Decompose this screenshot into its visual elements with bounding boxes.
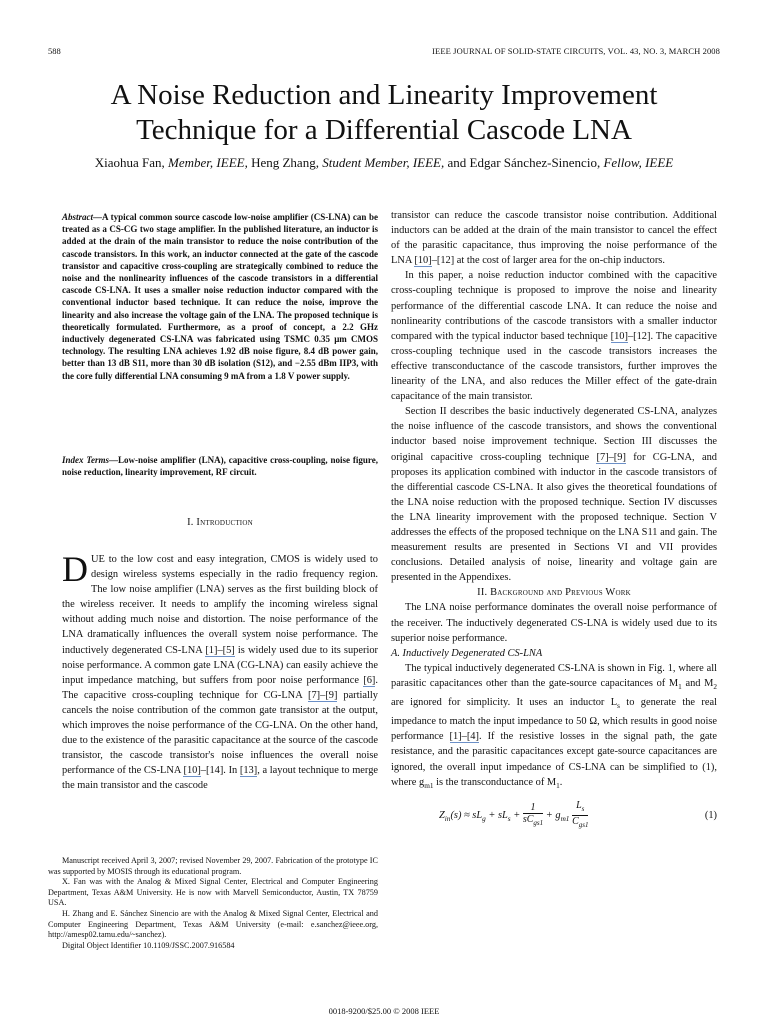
eq-text: + [510, 809, 523, 821]
paragraph [391, 661, 717, 794]
citation-link[interactable]: [6] [363, 674, 376, 686]
eq-text: g [555, 809, 561, 821]
footnotes [48, 856, 378, 951]
footnote-zhang-sanchez: H. Zhang and E. Sánchez Sinencio are with the Analog & Mixed Signal Center, Electrical and Computer Engineering Department, Texas A&M University (e-mail: e.sanchez@ieee.org, http://amesp02.tamu.edu/~sanchez). [48, 908, 378, 940]
intro-text-c: . The capacitive cross-coupling technique for CG-LNA [62, 674, 378, 701]
paragraph [391, 208, 717, 268]
text: Section II describes the basic inductively degenerated CS-LNA, analyzes the noise influence of the cascode transistors, and shows the conventional inductor based noise improvement technique. Section III discusses the original capacitive cross-coupling technique [391, 406, 717, 463]
right-column [391, 208, 717, 831]
eq-text: + [545, 809, 556, 821]
journal-header: IEEE JOURNAL OF SOLID-STATE CIRCUITS, VOL. 43, NO. 3, MARCH 2008 [432, 46, 720, 56]
subscript: 2 [713, 682, 718, 691]
citation-link[interactable]: [10] [414, 255, 432, 267]
intro-text-f: , a layout technique to merge the main transistor and the cascode [62, 765, 378, 792]
equation-number: (1) [704, 809, 717, 821]
page-number: 588 [48, 46, 61, 56]
equation-1 [391, 800, 717, 831]
section-2-title: Background and Previous Work [490, 587, 631, 599]
intro-text-e: –[14]. In [200, 765, 240, 777]
intro-text-a: UE to the low cost and easy integration, CMOS is widely used to design wireless systems especially in the radio frequency region. The low noise amplifier (LNA) serves as the first building block of the wireless receiver. It needs to amplify the incoming wireless signal without adding much noise and distortion. The noise performance of the LNA dramatically influences the overall system noise performance. The inductively degenerated CS-LNA [62, 554, 378, 656]
eq-sub: in [444, 814, 451, 823]
subscript: 1 [556, 781, 560, 790]
eq-sub: s [507, 814, 511, 823]
text: In this paper, a noise reduction inductor combined with the capacitive cross-coupling technique is proposed to improve the noise and linearity performance of the differential cascode LNA. It can reduce the noise and nonlinearity contributions of the cascode transistors with a smaller inductor compared with the typical inductor based technique [391, 270, 717, 342]
footnote-doi: Digital Object Identifier 10.1109/JSSC.2007.916584 [62, 940, 235, 950]
author-1-role: Member, IEEE, [168, 155, 248, 170]
text: –[12] at the cost of larger area for the on-chip inductors. [431, 255, 665, 267]
paragraph [391, 268, 717, 404]
eq-den [572, 816, 588, 831]
author-1-name: Xiaohua Fan, [94, 155, 165, 170]
paper-title [0, 78, 768, 148]
author-line [0, 155, 768, 171]
subscript: 1 [678, 682, 682, 691]
index-terms-text: —Low-noise amplifier (LNA), capacitive cross-coupling, noise figure, noise reduction, linearity improvement, RF circuit. [62, 455, 378, 478]
author-2-role: Student Member, IEEE, [322, 155, 445, 170]
eq-den [523, 814, 543, 829]
intro-text-d: partially cancels the noise contribution of the common gate transistor at the output, which improves the noise performance of the CG-LNA. On the other hand, due to the existence of the parasitic capacitance at the source of the cascode transistor, the cascode transistor's noise influences the overall noise performance of the CS-LNA [62, 689, 378, 777]
text: . If the resistive losses in the signal path, the gate resistance, and the parasitic capacitances except gate-source capacitances are ignored, the overall input impedance of CS-LNA can be simplified to (1), where g [391, 731, 717, 788]
text: –[12]. The capacitive cross-coupling technique used in the cascode transistors increases the effective transconductance of the cascode transistors, further improves the linearity of the LNA, and also reduces the Miller effect of the gate-drain capacitance of the main transistor. [391, 330, 717, 403]
eq-num: 1 [530, 801, 536, 813]
citation-link[interactable]: [1]–[4] [449, 731, 479, 743]
section-2-heading [391, 585, 717, 600]
citation-link[interactable]: [10] [610, 330, 628, 342]
eq-text: (s) ≈ sL [450, 809, 483, 821]
text: for CG-LNA, and proposes its application combined with inductor in the cascode transistors of the differential cascode CS-LNA. It also gives the theoretical foundations of the LNA noise reduction with the proposed technique. Section IV discusses the LNA linearity improvement with the proposed technique. Section V addresses the effects of the proposed technique on the LNA S11 and gain. The measurement results are presented in Sections VI and VII provides conclusions. Detailed analysis of noise, linearity and voltage gain are presented in the Appendixes. [391, 451, 717, 584]
eq-sub: g [482, 814, 486, 823]
citation-link[interactable]: [7]–[9] [308, 689, 338, 701]
subscript: m1 [424, 781, 434, 790]
index-terms [62, 454, 378, 478]
footnote-received: Manuscript received April 3, 2007; revised November 29, 2007. Fabrication of the prototype IC was supported by MOSIS through its educational program. [48, 856, 378, 876]
eq-fraction-1 [523, 802, 543, 829]
eq-text: + sL [485, 809, 508, 821]
eq-sub: gs1 [578, 820, 589, 829]
drop-cap: D [62, 549, 88, 589]
intro-text-b: is widely used due to its superior noise performance. A common gate LNA (CG-LNA) can easily achieve the input impedance matching, but suffers from poor noise performance [62, 644, 378, 686]
text: is the transconductance of M [433, 776, 557, 788]
eq-sub: gs1 [533, 818, 544, 827]
abstract [62, 211, 378, 382]
abstract-text: —A typical common source cascode low-noise amplifier (CS-LNA) can be treated as a CS-CG two stage amplifier. In the published literature, an inductor is added at the drain of the main transistor to reduce the noise contribution of the cascode transistors. In this work, an inductor connected at the gate of the cascode transistor and capacitive cross-coupling are strategically combined to reduce the noise and the nonlinearity influences of the cascode transistors in a differential cascode CS-LNA. It uses a smaller noise reduction inductor compared with the conventional inductor based technique. It can reduce the noise, improve the linearity and also increase the voltage gain of the LNA. The proposed technique is theoretically formulated. Furthermore, as a proof of concept, a 2.2 GHz inductively degenerated CS-LNA was fabricated using TSMC 0.35 μm CMOS technology. The resulting LNA achieves 1.92 dB noise figure, 8.4 dB power gain, better than 13 dB S11, more than 30 dB isolation (S12), and −2.55 dBm IIP3, with the core fully differential LNA consuming 9 mA from a 1.8 V power supply. [62, 212, 378, 381]
paragraph [391, 404, 717, 585]
footnote-fan: X. Fan was with the Analog & Mixed Signal Center, Electrical and Computer Engineering Department, Texas A&M University. He is now with Marvell Semiconductor, Austin, TX 78759 USA. [48, 877, 378, 908]
citation-link[interactable]: [13] [239, 765, 258, 777]
citation-link[interactable]: [7]–[9] [596, 451, 626, 463]
author-3-role: Fellow, IEEE [603, 155, 674, 170]
equation-body [439, 800, 588, 831]
eq-text: L [576, 799, 582, 811]
title-line-2: Technique for a Differential Cascode LNA [136, 114, 632, 146]
subscript: s [617, 702, 620, 711]
text: to generate the real impedance to match the input impedance to 50 Ω, which results in good noise performance [391, 697, 717, 743]
text: . [559, 776, 563, 788]
author-and: and [447, 155, 467, 170]
author-2-name: Heng Zhang, [251, 155, 319, 170]
citation-link[interactable]: [10] [183, 765, 201, 777]
section-1-heading [62, 517, 378, 528]
eq-sub: m1 [560, 814, 570, 823]
eq-text: C [572, 815, 579, 827]
copyright-footer: 0018-9200/$25.00 © 2008 IEEE [328, 1006, 440, 1016]
text: transistor can reduce the cascode transistor noise contribution. Additional inductors can be added at the drain of the main transistor to cancel the effect of the parasitic capacitance, thus improving the noise performance of the LNA [391, 210, 717, 267]
section-1-title: Introduction [196, 517, 253, 528]
text: and M [681, 677, 714, 689]
title-line-1: A Noise Reduction and Linearity Improvement [110, 79, 658, 111]
intro-paragraph [62, 549, 378, 794]
paragraph: The LNA noise performance dominates the overall noise performance of the receiver. The inductively degenerated CS-LNA is widely used due to its superior noise performance. [391, 602, 717, 644]
section-2-numeral: II. [477, 587, 488, 599]
citation-link[interactable]: [1]–[5] [205, 644, 235, 656]
eq-text: Z [439, 809, 445, 821]
subsection-a-heading: A. Inductively Degenerated CS-LNA [391, 647, 543, 659]
author-3-name: Edgar Sánchez-Sinencio, [469, 155, 601, 170]
abstract-label: Abstract [62, 212, 94, 222]
eq-num [576, 800, 584, 815]
text: are ignored for simplicity. It uses an inductor L [391, 697, 618, 709]
section-1-numeral: I. [187, 517, 194, 528]
eq-sub: s [581, 804, 585, 813]
eq-text: sC [522, 813, 534, 825]
eq-fraction-2 [572, 800, 588, 831]
text: The typical inductively degenerated CS-LNA is shown in Fig. 1, where all parasitic capacitances other than the gate-source capacitances of M [391, 662, 717, 689]
index-terms-label: Index Terms [62, 455, 110, 465]
